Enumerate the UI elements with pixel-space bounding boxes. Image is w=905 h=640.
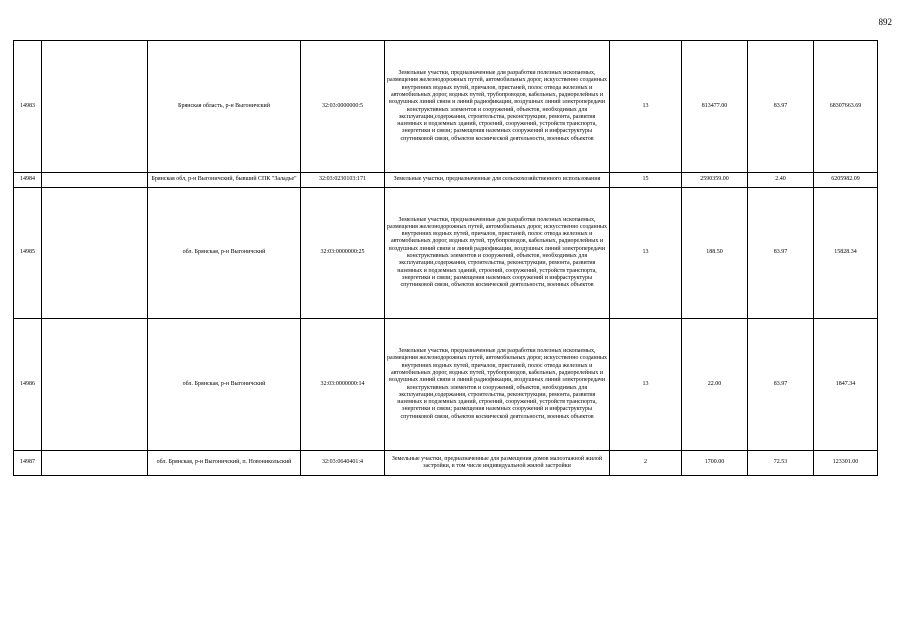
group-number: 15 (610, 173, 682, 188)
land-purpose: Земельные участки, предназначенные для разработки полезных ископаемых, размещения железнодорожных путей, автомобильных дорог, искусственно созданных внутренних водных путей, причалов, пристаней, полос отвода железных и автомобильных дорог, водных путей, трубопроводов, кабельных, радиорелейных и воздушных линий связи и линий радиофикации, воздушных линий электропередачи конструктивных элементов и сооружений, объектов, необходимых для эксплуатации,содержания, строительства, реконструкции, ремонта, развития наземных и подземных зданий, строений, сооружений, устройств транспорта, энергетики и связи; размещения наземных сооружений и инфраструктуры спутниковой связи, объектов космической деятельности, военных объектов (385, 188, 610, 319)
registry-table (13, 40, 878, 476)
address-cell: обл. Брянская, р-н Выгоничский (148, 319, 301, 451)
group-number: 13 (610, 319, 682, 451)
row-id: 14985 (14, 188, 42, 319)
area-value: 813477.00 (682, 41, 748, 173)
address-cell: Брянская область, р-н Выгоничский (148, 41, 301, 173)
land-purpose: Земельные участки, предназначенные для сельскохозяйственного использования (385, 173, 610, 188)
cadastral-value: 15828.34 (814, 188, 878, 319)
group-number: 13 (610, 41, 682, 173)
empty-cell (42, 173, 148, 188)
row-id: 14983 (14, 41, 42, 173)
address-cell: обл. Брянская, р-н Выгоничский, п. Новоникольский (148, 451, 301, 476)
cadastral-value: 6205982.09 (814, 173, 878, 188)
land-purpose: Земельные участки, предназначенные для разработки полезных ископаемых, размещения железнодорожных путей, автомобильных дорог, искусственно созданных внутренних водных путей, причалов, пристаней, полос отвода железных и автомобильных дорог, водных путей, трубопроводов, кабельных, радиорелейных и воздушных линий связи и линий радиофикации, воздушных линий электропередачи конструктивных элементов и сооружений, объектов, необходимых для эксплуатации,содержания, строительства, реконструкции, ремонта, развития наземных и подземных зданий, строений, сооружений, устройств транспорта, энергетики и связи; размещения наземных сооружений и инфраструктуры спутниковой связи, объектов космической деятельности, военных объектов (385, 319, 610, 451)
table-row (14, 188, 878, 319)
address-cell: Брянская обл, р-н Выгоничский, бывший СПК "Заладье" (148, 173, 301, 188)
cadastral-value: 1847.34 (814, 319, 878, 451)
rate-value: 83.97 (748, 188, 814, 319)
empty-cell (42, 451, 148, 476)
area-value: 1700.00 (682, 451, 748, 476)
rate-value: 2.40 (748, 173, 814, 188)
land-purpose: Земельные участки, предназначенные для размещения домов малоэтажной жилой застройки, в том числе индивидуальной жилой застройки (385, 451, 610, 476)
empty-cell (42, 41, 148, 173)
group-number: 2 (610, 451, 682, 476)
cadastral-value: 68307663.69 (814, 41, 878, 173)
cadastral-number: 32:03:0640401:4 (301, 451, 385, 476)
area-value: 188.50 (682, 188, 748, 319)
group-number: 13 (610, 188, 682, 319)
row-id: 14987 (14, 451, 42, 476)
table-row (14, 41, 878, 173)
address-cell: обл. Брянская, р-н Выгоничский (148, 188, 301, 319)
row-id: 14984 (14, 173, 42, 188)
area-value: 22.00 (682, 319, 748, 451)
row-id: 14986 (14, 319, 42, 451)
table-row (14, 173, 878, 188)
cadastral-number: 32:03:0230103:171 (301, 173, 385, 188)
cadastral-value: 123301.00 (814, 451, 878, 476)
page-number: 892 (878, 17, 892, 27)
rate-value: 83.97 (748, 319, 814, 451)
rate-value: 83.97 (748, 41, 814, 173)
land-purpose: Земельные участки, предназначенные для разработки полезных ископаемых, размещения железнодорожных путей, автомобильных дорог, искусственно созданных внутренних водных путей, причалов, пристаней, полос отвода железных и автомобильных дорог, водных путей, трубопроводов, кабельных, радиорелейных и воздушных линий связи и линий радиофикации, воздушных линий электропередачи конструктивных элементов и сооружений, объектов, необходимых для эксплуатации,содержания, строительства, реконструкции, ремонта, развития наземных и подземных зданий, строений, сооружений, устройств транспорта, энергетики и связи; размещения наземных сооружений и инфраструктуры спутниковой связи, объектов космической деятельности, военных объектов (385, 41, 610, 173)
cadastral-number: 32:03:0000000:14 (301, 319, 385, 451)
table-row (14, 319, 878, 451)
area-value: 2590359.00 (682, 173, 748, 188)
rate-value: 72.53 (748, 451, 814, 476)
cadastral-number: 32:03:0000000:25 (301, 188, 385, 319)
empty-cell (42, 319, 148, 451)
empty-cell (42, 188, 148, 319)
cadastral-number: 32:03:0000000:5 (301, 41, 385, 173)
table-row (14, 451, 878, 476)
